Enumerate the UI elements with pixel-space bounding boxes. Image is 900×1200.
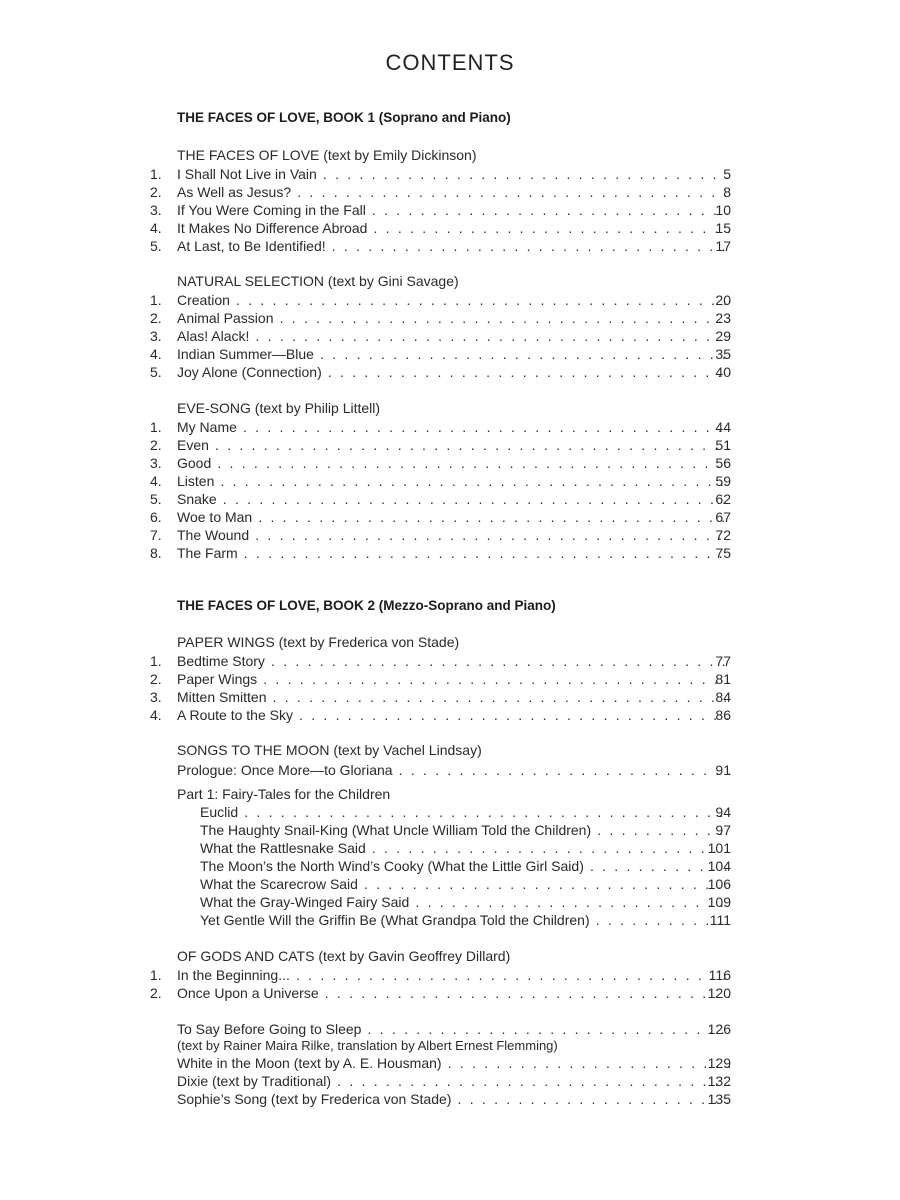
entry-page: 101 <box>707 840 731 856</box>
toc-entry[interactable] <box>0 526 900 544</box>
entry-title: Animal Passion . . . <box>177 309 730 327</box>
entry-title: Mitten Smitten . . . <box>177 688 730 706</box>
toc-entry[interactable] <box>0 237 900 255</box>
toc-entry[interactable] <box>0 472 900 490</box>
entry-page: 20 <box>715 292 731 308</box>
toc-entry[interactable] <box>0 984 900 1002</box>
entry-page: 35 <box>715 346 731 362</box>
entry-title: It Makes No Difference Abroad . . . <box>177 219 730 237</box>
entry-number: 1. <box>150 967 162 983</box>
entry-page: 77 <box>715 653 731 669</box>
entry-number: 5. <box>150 491 162 507</box>
cycle-title-faces-of-love: THE FACES OF LOVE (text by Emily Dickinson) <box>177 147 477 163</box>
entry-number: 2. <box>150 310 162 326</box>
entry-title: Good . . . <box>177 454 730 472</box>
entry-number: 4. <box>150 346 162 362</box>
entry-page: 126 <box>707 1021 731 1037</box>
entry-number: 5. <box>150 364 162 380</box>
cycle-title-songs-to-the-moon: SONGS TO THE MOON (text by Vachel Lindsay) <box>177 742 482 758</box>
entry-page: 75 <box>715 545 731 561</box>
part-title: Part 1: Fairy-Tales for the Children <box>177 786 391 802</box>
toc-entry[interactable] <box>0 327 900 345</box>
toc-entry[interactable] <box>0 1090 900 1108</box>
entry-number: 4. <box>150 473 162 489</box>
toc-entry[interactable] <box>0 821 900 839</box>
entry-page: 44 <box>715 419 731 435</box>
entry-title: Dixie (text by Traditional) . . . <box>177 1072 730 1090</box>
toc-entry[interactable] <box>0 418 900 436</box>
entry-title: Sophie’s Song (text by Frederica von Stade) . . . <box>177 1090 730 1108</box>
entry-page: 17 <box>715 238 731 254</box>
entry-title: Woe to Man . . . <box>177 508 730 526</box>
entry-title: White in the Moon (text by A. E. Housman) . . . <box>177 1054 730 1072</box>
entry-page: 40 <box>715 364 731 380</box>
entry-page: 23 <box>715 310 731 326</box>
entry-page: 67 <box>715 509 731 525</box>
toc-entry[interactable] <box>0 1054 900 1072</box>
entry-title: Once Upon a Universe . . . <box>177 984 730 1002</box>
toc-entry[interactable] <box>0 436 900 454</box>
entry-number: 1. <box>150 419 162 435</box>
entry-title: I Shall Not Live in Vain . . . <box>177 165 730 183</box>
entry-title: At Last, to Be Identified! . . . <box>177 237 730 255</box>
entry-title: If You Were Coming in the Fall . . . <box>177 201 730 219</box>
toc-entry[interactable] <box>0 183 900 201</box>
toc-entry[interactable] <box>0 670 900 688</box>
entry-title: Paper Wings . . . <box>177 670 730 688</box>
entry-number: 6. <box>150 509 162 525</box>
toc-entry[interactable] <box>0 291 900 309</box>
entry-title: The Moon’s the North Wind’s Cooky (What the Little Girl Said) . . . <box>200 857 730 875</box>
entry-page: 116 <box>708 967 731 983</box>
entry-page: 129 <box>707 1055 731 1071</box>
entry-number: 3. <box>150 202 162 218</box>
entry-page: 15 <box>715 220 731 236</box>
entry-page: 84 <box>715 689 731 705</box>
toc-entry[interactable] <box>0 201 900 219</box>
toc-entry[interactable] <box>0 893 900 911</box>
entry-title: My Name . . . <box>177 418 730 436</box>
entry-number: 3. <box>150 689 162 705</box>
toc-entry[interactable] <box>0 839 900 857</box>
entry-page: 111 <box>709 912 731 928</box>
entry-number: 5. <box>150 238 162 254</box>
entry-title: The Haughty Snail-King (What Uncle William Told the Children) . . . <box>200 821 730 839</box>
entry-page: 120 <box>707 985 731 1001</box>
entry-title: In the Beginning... . . . <box>177 966 730 984</box>
entry-number: 1. <box>150 166 162 182</box>
entry-title: Prologue: Once More—to Gloriana . . . <box>177 761 730 779</box>
toc-entry[interactable] <box>0 544 900 562</box>
book2-heading: THE FACES OF LOVE, BOOK 2 (Mezzo-Soprano and Piano) <box>177 598 556 613</box>
toc-entry[interactable] <box>0 1020 900 1038</box>
cycle-title-paper-wings: PAPER WINGS (text by Frederica von Stade) <box>177 634 460 650</box>
entry-title: The Farm . . . <box>177 544 730 562</box>
entry-page: 97 <box>715 822 731 838</box>
entry-title: Alas! Alack! . . . <box>177 327 730 345</box>
entry-title: Even . . . <box>177 436 730 454</box>
entry-page: 8 <box>723 184 731 200</box>
entry-page: 56 <box>715 455 731 471</box>
entry-number: 2. <box>150 184 162 200</box>
entry-title: As Well as Jesus? . . . <box>177 183 730 201</box>
entry-page: 5 <box>723 166 731 182</box>
toc-entry[interactable] <box>0 803 900 821</box>
entry-number: 4. <box>150 707 162 723</box>
entry-title: Listen . . . <box>177 472 730 490</box>
toc-entry[interactable] <box>0 490 900 508</box>
entry-page: 94 <box>715 804 731 820</box>
toc-entry[interactable] <box>0 706 900 724</box>
entry-page: 81 <box>715 671 731 687</box>
entry-number: 2. <box>150 671 162 687</box>
cycle-title-of-gods-and-cats: OF GODS AND CATS (text by Gavin Geoffrey Dillard) <box>177 948 511 964</box>
toc-entry[interactable] <box>0 966 900 984</box>
entry-title: A Route to the Sky . . . <box>177 706 730 724</box>
entry-page: 59 <box>715 473 731 489</box>
entry-title: Bedtime Story . . . <box>177 652 730 670</box>
entry-number: 2. <box>150 437 162 453</box>
entry-title: Yet Gentle Will the Griffin Be (What Grandpa Told the Children) . . . <box>200 911 730 929</box>
book1-heading: THE FACES OF LOVE, BOOK 1 (Soprano and Piano) <box>177 110 511 125</box>
toc-entry[interactable] <box>0 219 900 237</box>
entry-title: Joy Alone (Connection) . . . <box>177 363 730 381</box>
entry-number: 4. <box>150 220 162 236</box>
toc-entry[interactable] <box>0 165 900 183</box>
entry-number: 8. <box>150 545 162 561</box>
toc-entry[interactable] <box>0 688 900 706</box>
entry-number: 1. <box>150 653 162 669</box>
entry-page: 62 <box>715 491 731 507</box>
entry-number: 3. <box>150 455 162 471</box>
toc-entry[interactable] <box>0 857 900 875</box>
page-title: CONTENTS <box>385 50 515 75</box>
entry-page: 29 <box>715 328 731 344</box>
entry-title: Indian Summer—Blue . . . <box>177 345 730 363</box>
entry-title: What the Rattlesnake Said . . . <box>200 839 730 857</box>
entry-page: 86 <box>715 707 731 723</box>
toc-entry[interactable] <box>0 363 900 381</box>
entry-number: 7. <box>150 527 162 543</box>
entry-page: 10 <box>715 202 731 218</box>
entry-page: 132 <box>707 1073 731 1089</box>
toc-entry[interactable] <box>0 309 900 327</box>
cycle-title-natural-selection: NATURAL SELECTION (text by Gini Savage) <box>177 273 459 289</box>
entry-text-credit: (text by Rainer Maira Rilke, translation by Albert Ernest Flemming) <box>177 1038 558 1053</box>
entry-title: What the Gray-Winged Fairy Said . . . <box>200 893 730 911</box>
toc-entry[interactable] <box>0 911 900 929</box>
entry-page: 72 <box>715 527 731 543</box>
toc-entry[interactable] <box>0 652 900 670</box>
entry-page: 109 <box>707 894 731 910</box>
entry-number: 3. <box>150 328 162 344</box>
toc-entry[interactable] <box>0 508 900 526</box>
entry-title: What the Scarecrow Said . . . <box>200 875 730 893</box>
toc-entry[interactable] <box>0 454 900 472</box>
entry-title: To Say Before Going to Sleep . . . <box>177 1020 730 1038</box>
cycle-title-eve-song: EVE-SONG (text by Philip Littell) <box>177 400 381 416</box>
entry-title: The Wound . . . <box>177 526 730 544</box>
toc-entry[interactable] <box>0 1072 900 1090</box>
entry-page: 104 <box>707 858 731 874</box>
toc-entry[interactable] <box>0 875 900 893</box>
entry-title: Creation . . . <box>177 291 730 309</box>
entry-title: Snake . . . <box>177 490 730 508</box>
entry-title: Euclid . . . <box>200 803 730 821</box>
entry-page: 106 <box>707 876 731 892</box>
entry-page: 51 <box>715 437 731 453</box>
toc-entry[interactable] <box>0 345 900 363</box>
toc-entry-prologue[interactable] <box>0 761 900 779</box>
entry-page: 135 <box>707 1091 731 1107</box>
entry-number: 1. <box>150 292 162 308</box>
entry-number: 2. <box>150 985 162 1001</box>
entry-page: 91 <box>715 762 731 778</box>
